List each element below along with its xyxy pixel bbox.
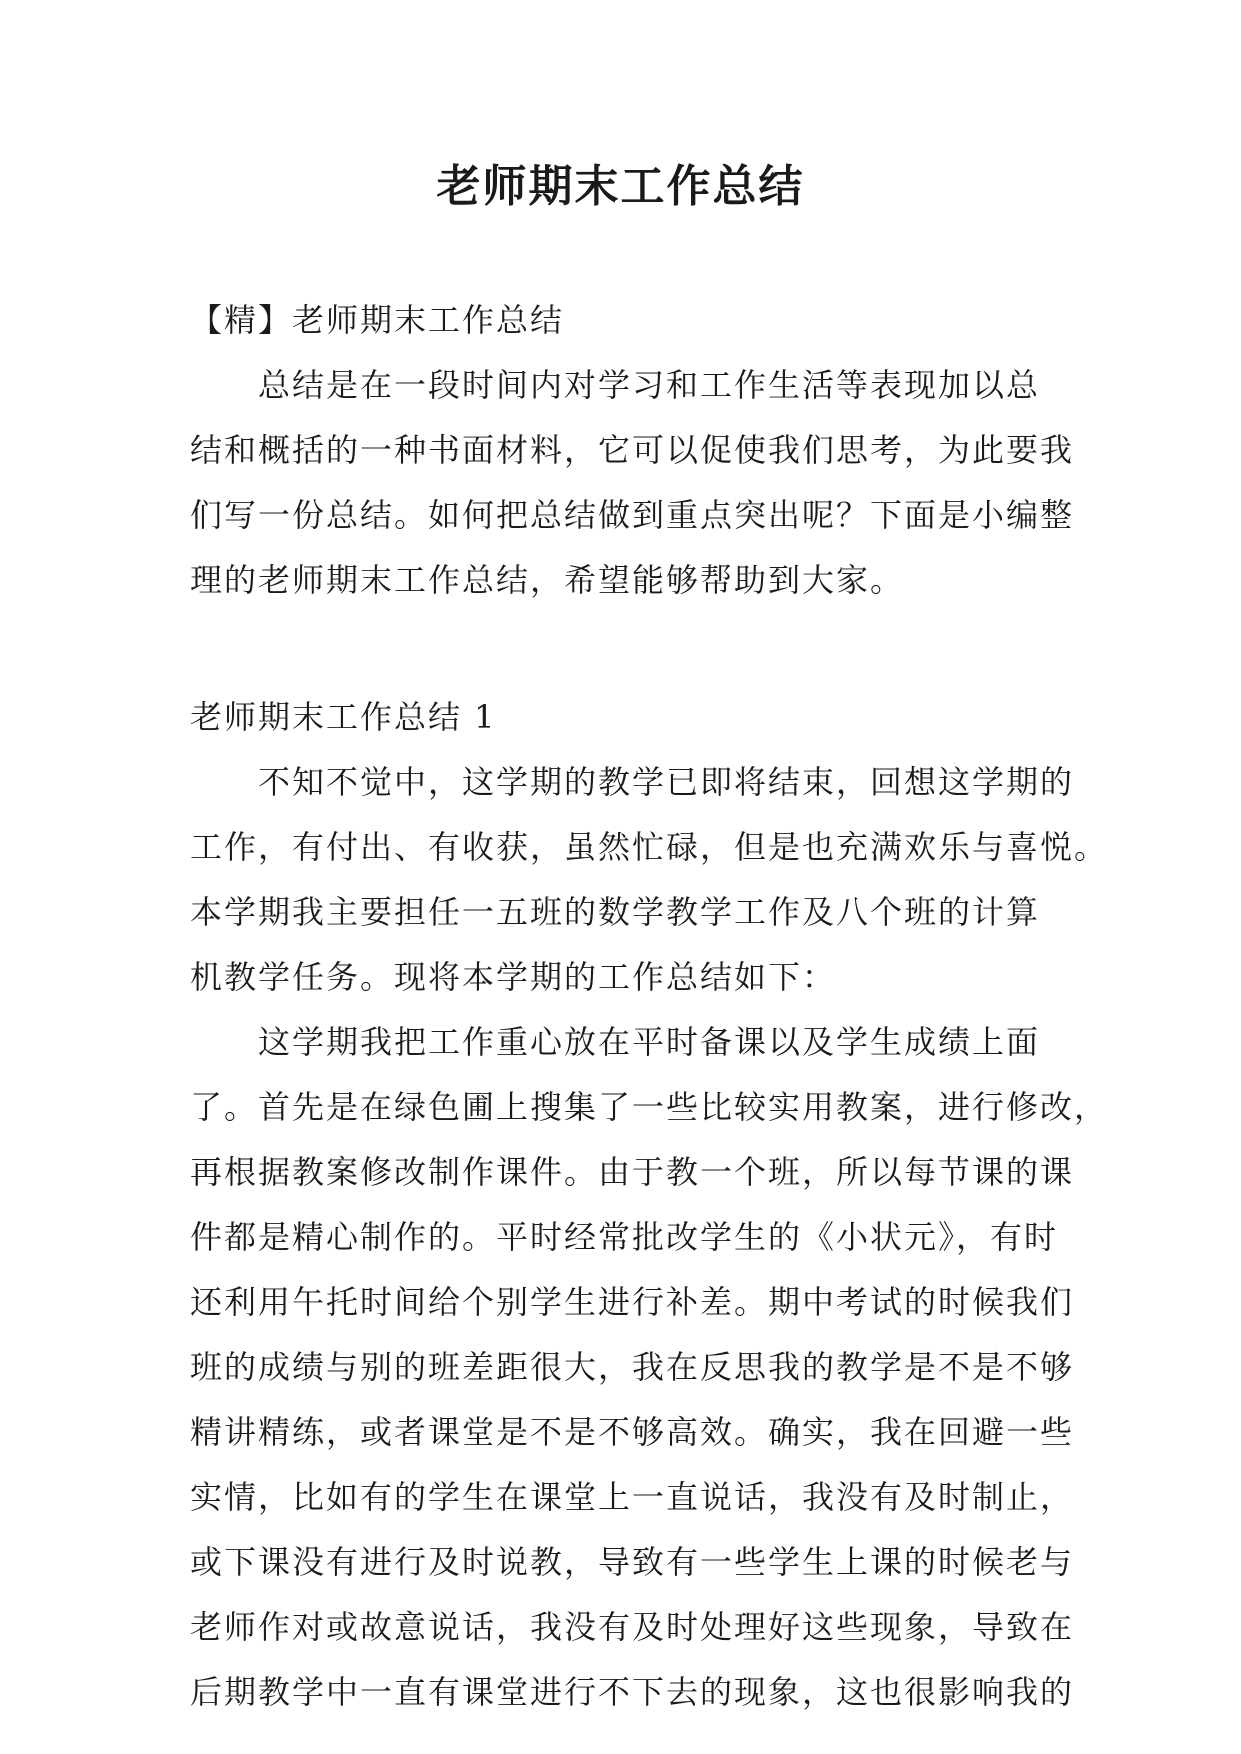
- paragraph-line: 件都是精心制作的。平时经常批改学生的《小状元》，有时: [190, 1218, 1059, 1256]
- paragraph-line: 不知不觉中，这学期的教学已即将结束，回想这学期的: [258, 763, 1075, 801]
- paragraph-line: 们写一份总结。如何把总结做到重点突出呢？下面是小编整: [190, 496, 1075, 534]
- section-spacer: [190, 613, 1060, 685]
- paragraph-line: 再根据教案修改制作课件。由于教一个班，所以每节课的课: [190, 1153, 1075, 1191]
- paragraph-line: 了。首先是在绿色圃上搜集了一些比较实用教案，进行修改，: [190, 1088, 1109, 1126]
- paragraph-line: 老师作对或故意说话，我没有及时处理好这些现象，导致在: [190, 1608, 1075, 1646]
- section-heading: 老师期末工作总结 1: [190, 698, 497, 736]
- paragraph-line: 结和概括的一种书面材料，它可以促使我们思考，为此要我: [190, 431, 1075, 469]
- paragraph-line: 机教学任务。现将本学期的工作总结如下：: [190, 958, 837, 996]
- paragraph-line: 总结是在一段时间内对学习和工作生活等表现加以总: [258, 366, 1041, 404]
- paragraph-2: [190, 1010, 1109, 1725]
- paragraph-line: 实情，比如有的学生在课堂上一直说话，我没有及时制止，: [190, 1478, 1075, 1516]
- paragraph-line: 理的老师期末工作总结，希望能够帮助到大家。: [190, 561, 905, 599]
- paragraph-line: 后期教学中一直有课堂进行不下去的现象，这也很影响我的: [190, 1673, 1075, 1711]
- paragraph-line: 工作，有付出、有收获，虽然忙碌，但是也充满欢乐与喜悦。: [190, 828, 1109, 866]
- document-subtitle: 【精】老师期末工作总结: [190, 301, 565, 339]
- intro-paragraph: [190, 353, 1075, 613]
- paragraph-line: 精讲精练，或者课堂是不是不够高效。确实，我在回避一些: [190, 1413, 1075, 1451]
- document-title: 老师期末工作总结: [436, 161, 805, 212]
- paragraph-line: 班的成绩与别的班差距很大，我在反思我的教学是不是不够: [190, 1348, 1075, 1386]
- paragraph-line: 还利用午托时间给个别学生进行补差。期中考试的时候我们: [190, 1283, 1075, 1321]
- paragraph-1: [190, 750, 1109, 1010]
- document-body: [190, 288, 1109, 1725]
- paragraph-line: 本学期我主要担任一五班的数学教学工作及八个班的计算: [190, 893, 1041, 931]
- paragraph-line: 或下课没有进行及时说教，导致有一些学生上课的时候老与: [190, 1543, 1075, 1581]
- paragraph-line: 这学期我把工作重心放在平时备课以及学生成绩上面: [258, 1023, 1041, 1061]
